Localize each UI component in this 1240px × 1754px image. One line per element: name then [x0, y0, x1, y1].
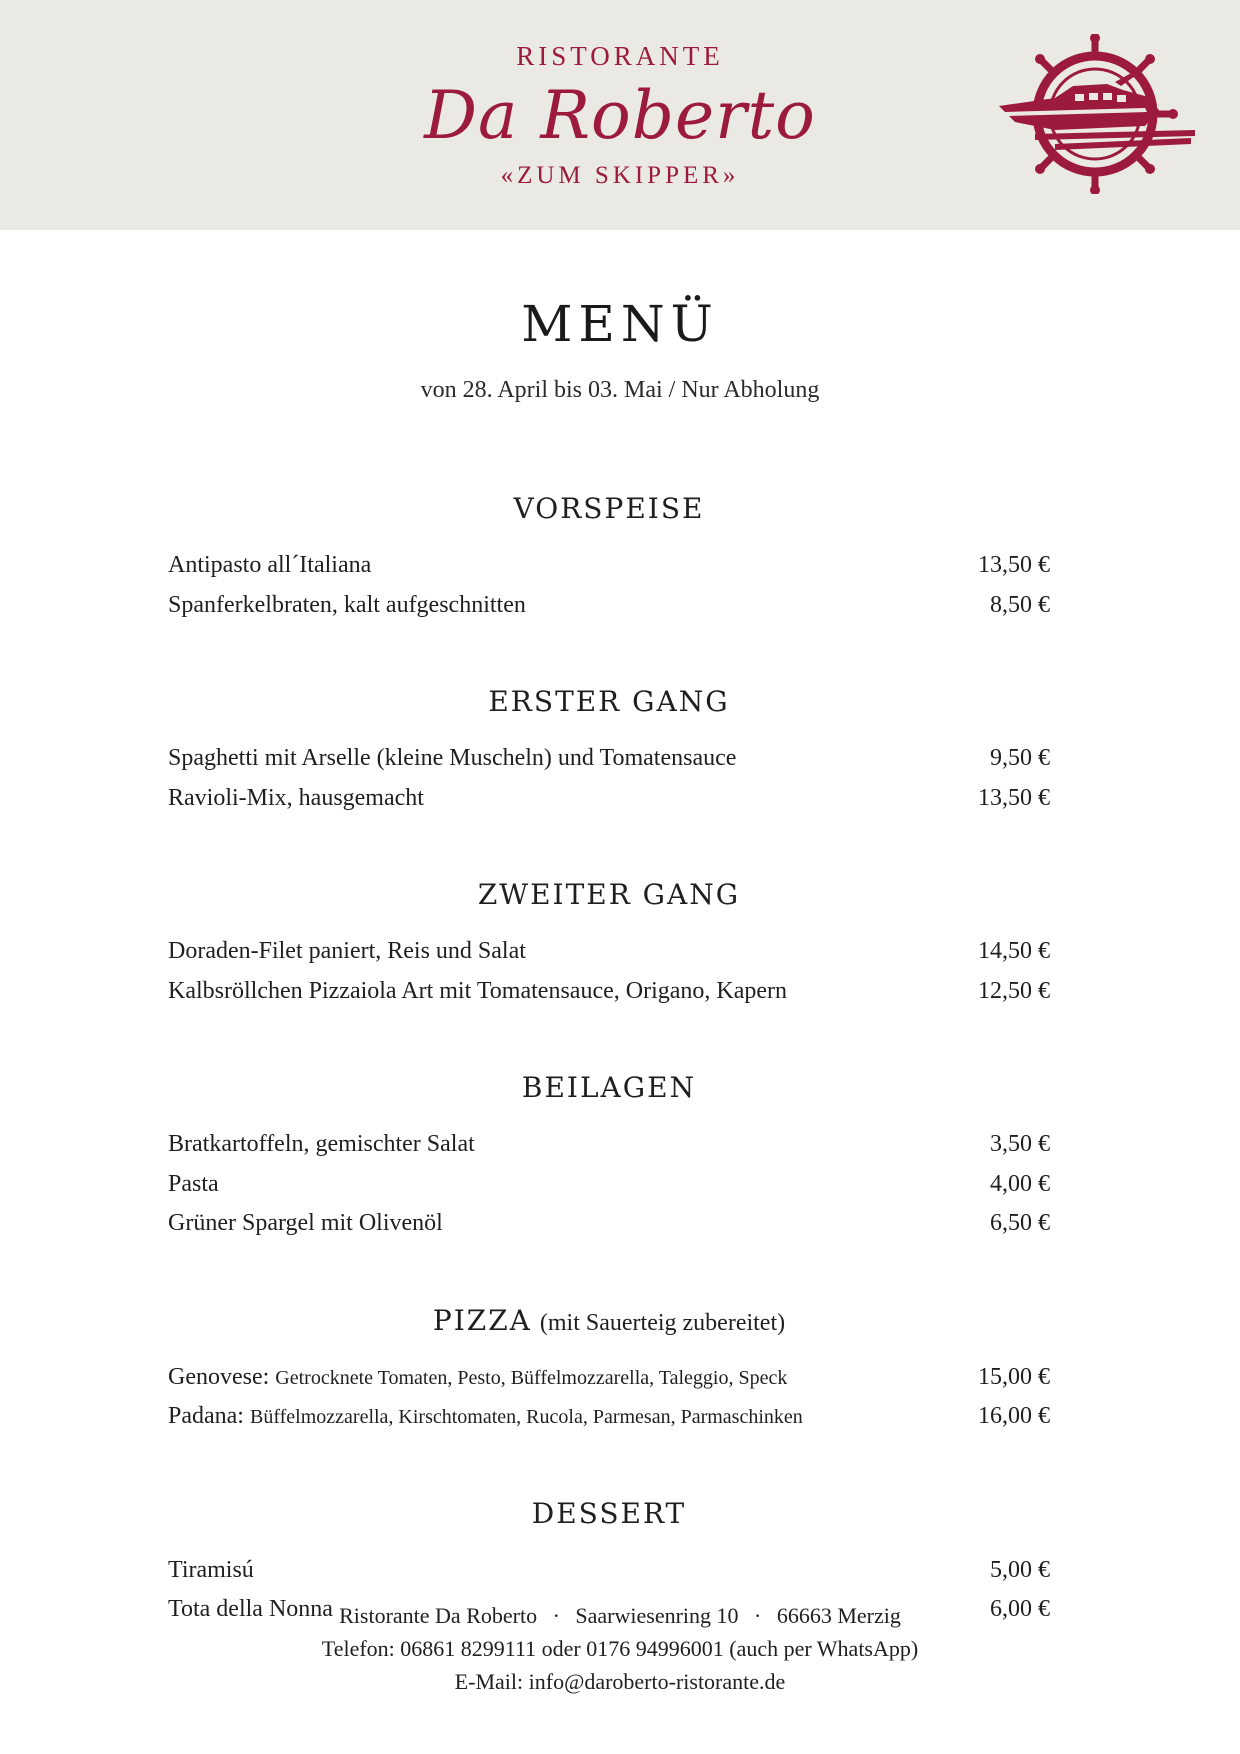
section-title-text: ZWEITER GANG — [477, 878, 741, 911]
menu-item-name: Spaghetti mit Arselle (kleine Muscheln) und Tomatensauce — [168, 745, 737, 771]
menu-item-name: Tota della Nonna — [168, 1596, 333, 1622]
section-items — [168, 932, 1050, 1011]
footer-restaurant-name: Ristorante Da Roberto — [339, 1603, 538, 1628]
menu-item-price: 12,50 € — [978, 977, 1050, 1004]
menu-item-label — [168, 586, 526, 626]
menu-item-label — [168, 1165, 219, 1205]
page-subtitle: von 28. April bis 03. Mai / Nur Abholung — [420, 377, 820, 403]
menu-item-name: Padana: — [168, 1403, 244, 1429]
footer — [0, 1599, 1240, 1698]
menu-item — [168, 1358, 1050, 1398]
menu-item-price: 9,50 € — [990, 745, 1050, 771]
menu-item-price: 6,00 € — [990, 1596, 1050, 1622]
footer-street: Saarwiesenring 10 — [575, 1603, 739, 1628]
menu-item — [168, 1551, 1050, 1591]
menu-item-price: 13,50 € — [978, 784, 1050, 811]
menu-item-label — [168, 1125, 475, 1165]
section-title — [168, 1299, 1050, 1343]
menu-item-price: 15,00 € — [978, 1363, 1050, 1390]
menu-item-name: Genovese: — [168, 1363, 270, 1390]
menu-item-label — [168, 932, 526, 972]
section-title-text: BEILAGEN — [521, 1071, 697, 1104]
menu-item-name: Bratkartoffeln, gemischter Salat — [168, 1131, 475, 1157]
menu-item — [168, 932, 1050, 972]
menu-item-description: Getrocknete Tomaten, Pesto, Büffelmozzarella, Taleggio, Speck — [275, 1366, 788, 1389]
menu-item — [168, 1165, 1050, 1205]
section-title — [168, 487, 1050, 531]
section-items — [168, 546, 1050, 625]
menu-item-label — [168, 972, 787, 1012]
section-items — [168, 1125, 1050, 1244]
menu-item — [168, 1125, 1050, 1165]
menu-item-name: Tiramisú — [168, 1556, 254, 1583]
menu-item-price: 8,50 € — [990, 591, 1050, 618]
menu-item-description: Büffelmozzarella, Kirschtomaten, Rucola, Parmesan, Parmaschinken — [249, 1406, 803, 1428]
footer-separator: · — [754, 1603, 762, 1628]
section-items — [168, 1358, 1050, 1437]
ship-wheel-boat-icon — [995, 34, 1200, 194]
menu-item-label — [168, 1358, 787, 1399]
footer-phone: Telefon: 06861 8299111 oder 0176 94996001 (auch per WhatsApp) — [321, 1636, 919, 1661]
menu-section — [168, 873, 1050, 1011]
section-items — [168, 739, 1050, 818]
menu-item-name: Grüner Spargel mit Olivenöl — [168, 1210, 443, 1236]
menu-item-price: 6,50 € — [990, 1210, 1050, 1236]
menu-section — [168, 1066, 1050, 1244]
brand-name: Da Roberto — [424, 77, 816, 154]
menu-item-label — [168, 1397, 803, 1438]
menu-item — [168, 779, 1050, 819]
menu-item — [168, 739, 1050, 779]
section-title — [168, 873, 1050, 917]
menu-item-price: 14,50 € — [978, 938, 1050, 964]
menu-item-label — [168, 779, 424, 819]
menu-item-name: Ravioli-Mix, hausgemacht — [168, 784, 424, 811]
section-title-text: ERSTER GANG — [488, 685, 730, 718]
brand-top-text: RISTORANTE — [516, 41, 724, 71]
section-title — [168, 1492, 1050, 1536]
section-title-text: VORSPEISE — [513, 492, 705, 525]
page-title: MENÜ — [521, 295, 719, 353]
menu-item-label — [168, 1204, 443, 1244]
header-banner — [0, 0, 1240, 230]
menu-item — [168, 1397, 1050, 1437]
footer-address-line — [0, 1599, 1240, 1632]
menu-item-price: 4,00 € — [990, 1170, 1050, 1197]
footer-separator: · — [552, 1603, 560, 1628]
menu-item-label — [168, 1551, 254, 1591]
menu-item-name: Doraden-Filet paniert, Reis und Salat — [168, 938, 526, 964]
section-title — [168, 1066, 1050, 1110]
section-title — [168, 680, 1050, 724]
menu-section — [168, 1299, 1050, 1437]
menu-item-name: Kalbsröllchen Pizzaiola Art mit Tomatensauce, Origano, Kapern — [168, 977, 788, 1004]
menu-item — [168, 546, 1050, 586]
menu-item-price: 3,50 € — [990, 1131, 1050, 1157]
brand-subtitle: «ZUM SKIPPER» — [500, 162, 740, 189]
menu-item — [168, 586, 1050, 626]
section-title-text: DESSERT — [531, 1496, 687, 1530]
menu-item-name: Pasta — [168, 1170, 219, 1197]
menu-item-price: 5,00 € — [990, 1556, 1050, 1583]
menu-item-price: 13,50 € — [978, 552, 1050, 578]
menu-item — [168, 1204, 1050, 1244]
menu-item-name: Spanferkelbraten, kalt aufgeschnitten — [168, 591, 526, 618]
menu-item-label — [168, 739, 736, 779]
footer-city: 66663 Merzig — [776, 1603, 901, 1628]
menu-item — [168, 972, 1050, 1012]
menu-section — [168, 680, 1050, 818]
section-note: (mit Sauerteig zubereitet) — [539, 1309, 786, 1336]
footer-email: E-Mail: info@daroberto-ristorante.de — [454, 1669, 786, 1694]
section-title-text: PIZZA — [432, 1303, 532, 1337]
menu-section — [168, 487, 1050, 625]
menu-item-label — [168, 546, 371, 586]
menu-item-name: Antipasto all´Italiana — [168, 552, 372, 578]
menu-item-price: 16,00 € — [978, 1403, 1050, 1429]
menu-list — [168, 487, 1050, 1685]
